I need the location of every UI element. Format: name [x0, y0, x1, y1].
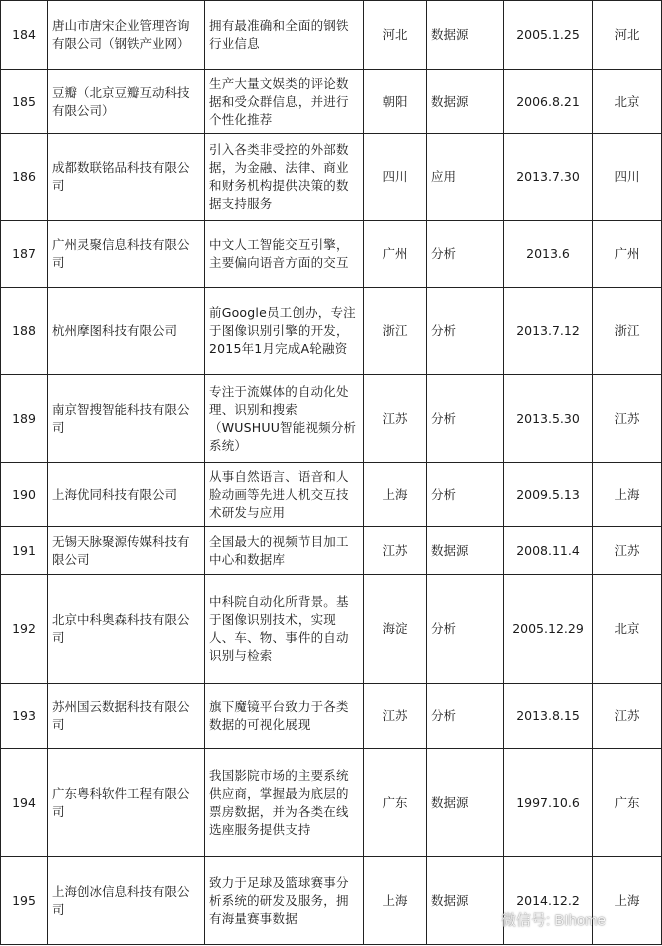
- company-name: 唐山市唐宋企业管理咨询有限公司（钢铁产业网）: [48, 1, 205, 70]
- founded-date: 2006.8.21: [504, 70, 593, 134]
- company-type: 应用: [427, 134, 504, 221]
- table-row: [1, 134, 662, 221]
- founded-date: 2013.5.30: [504, 375, 593, 463]
- founded-date: 2005.12.29: [504, 575, 593, 684]
- founded-date: 2008.11.4: [504, 527, 593, 575]
- company-type: 分析: [427, 463, 504, 527]
- company-description: 引入各类非受控的外部数据，为金融、法律、商业和财务机构提供决策的数据支持服务: [205, 134, 364, 221]
- company-city: 北京: [593, 575, 662, 684]
- company-location: 河北: [364, 1, 427, 70]
- company-description: 拥有最准确和全面的钢铁行业信息: [205, 1, 364, 70]
- company-location: 广州: [364, 221, 427, 288]
- company-type: 数据源: [427, 1, 504, 70]
- company-location: 浙江: [364, 288, 427, 375]
- company-location: 江苏: [364, 375, 427, 463]
- company-name: 广东粤科软件工程有限公司: [48, 749, 205, 857]
- company-name: 苏州国云数据科技有限公司: [48, 684, 205, 749]
- founded-date: 2005.1.25: [504, 1, 593, 70]
- table-row: [1, 70, 662, 134]
- company-type: 数据源: [427, 70, 504, 134]
- wechat-icon: [473, 911, 495, 929]
- company-type: 分析: [427, 288, 504, 375]
- company-location: 上海: [364, 857, 427, 945]
- company-city: 江苏: [593, 375, 662, 463]
- company-location: 江苏: [364, 684, 427, 749]
- company-city: 河北: [593, 1, 662, 70]
- company-name: 南京智搜智能科技有限公司: [48, 375, 205, 463]
- company-city: 北京: [593, 70, 662, 134]
- company-name: 豆瓣（北京豆瓣互动科技有限公司）: [48, 70, 205, 134]
- company-city: 上海: [593, 857, 662, 945]
- company-type: 分析: [427, 575, 504, 684]
- company-location: 广东: [364, 749, 427, 857]
- watermark-text: 微信号: BIhome: [500, 912, 606, 929]
- row-number: 189: [1, 375, 48, 463]
- row-number: 185: [1, 70, 48, 134]
- table-row: [1, 1, 662, 70]
- table-row: [1, 375, 662, 463]
- founded-date: 2013.8.15: [504, 684, 593, 749]
- company-description: 生产大量文娱类的评论数据和受众群信息，并进行个性化推荐: [205, 70, 364, 134]
- company-type: 分析: [427, 221, 504, 288]
- company-description: 专注于流媒体的自动化处理、识别和搜索（WUSHUU智能视频分析系统）: [205, 375, 364, 463]
- company-location: 上海: [364, 463, 427, 527]
- founded-date: 2013.6: [504, 221, 593, 288]
- company-description: 我国影院市场的主要系统供应商，掌握最为底层的票房数据，并为各类在线选座服务提供支持: [205, 749, 364, 857]
- table-row: [1, 463, 662, 527]
- row-number: 187: [1, 221, 48, 288]
- company-type: 数据源: [427, 527, 504, 575]
- company-name: 广州灵聚信息科技有限公司: [48, 221, 205, 288]
- company-description: 旗下魔镜平台致力于各类数据的可视化展现: [205, 684, 364, 749]
- company-type: 数据源: [427, 749, 504, 857]
- company-name: 北京中科奥森科技有限公司: [48, 575, 205, 684]
- company-city: 四川: [593, 134, 662, 221]
- row-number: 184: [1, 1, 48, 70]
- company-type: 数据源: [427, 857, 504, 945]
- company-type: 分析: [427, 375, 504, 463]
- company-city: 广东: [593, 749, 662, 857]
- company-description: 全国最大的视频节目加工中心和数据库: [205, 527, 364, 575]
- founded-date: 2014.12.2: [504, 857, 593, 945]
- company-city: 江苏: [593, 527, 662, 575]
- company-location: 海淀: [364, 575, 427, 684]
- table-row: [1, 749, 662, 857]
- founded-date: 2013.7.12: [504, 288, 593, 375]
- company-name: 上海优同科技有限公司: [48, 463, 205, 527]
- company-location: 江苏: [364, 527, 427, 575]
- company-description: 致力于足球及篮球赛事分析系统的研发及服务，拥有海量赛事数据: [205, 857, 364, 945]
- company-type: 分析: [427, 684, 504, 749]
- company-city: 广州: [593, 221, 662, 288]
- row-number: 191: [1, 527, 48, 575]
- row-number: 194: [1, 749, 48, 857]
- company-name: 无锡天脉聚源传媒科技有限公司: [48, 527, 205, 575]
- row-number: 193: [1, 684, 48, 749]
- company-description: 前Google员工创办，专注于图像识别引擎的开发，2015年1月完成A轮融资: [205, 288, 364, 375]
- company-location: 四川: [364, 134, 427, 221]
- founded-date: 2013.7.30: [504, 134, 593, 221]
- company-location: 朝阳: [364, 70, 427, 134]
- table-row: [1, 221, 662, 288]
- company-description: 中科院自动化所背景。基于图像识别技术，实现人、车、物、事件的自动识别与检索: [205, 575, 364, 684]
- row-number: 188: [1, 288, 48, 375]
- row-number: 195: [1, 857, 48, 945]
- table-row: [1, 288, 662, 375]
- company-description: 中文人工智能交互引擎，主要偏向语音方面的交互: [205, 221, 364, 288]
- founded-date: 2009.5.13: [504, 463, 593, 527]
- row-number: 192: [1, 575, 48, 684]
- company-name: 杭州摩图科技有限公司: [48, 288, 205, 375]
- row-number: 190: [1, 463, 48, 527]
- table-row: [1, 527, 662, 575]
- company-city: 江苏: [593, 684, 662, 749]
- watermark: [473, 909, 606, 930]
- founded-date: 1997.10.6: [504, 749, 593, 857]
- row-number: 186: [1, 134, 48, 221]
- company-city: 上海: [593, 463, 662, 527]
- table-row: [1, 684, 662, 749]
- company-name: 上海创冰信息科技有限公司: [48, 857, 205, 945]
- company-description: 从事自然语言、语音和人脸动画等先进人机交互技术研发与应用: [205, 463, 364, 527]
- table-row: [1, 575, 662, 684]
- company-city: 浙江: [593, 288, 662, 375]
- table-row: [1, 857, 662, 945]
- company-name: 成都数联铭品科技有限公司: [48, 134, 205, 221]
